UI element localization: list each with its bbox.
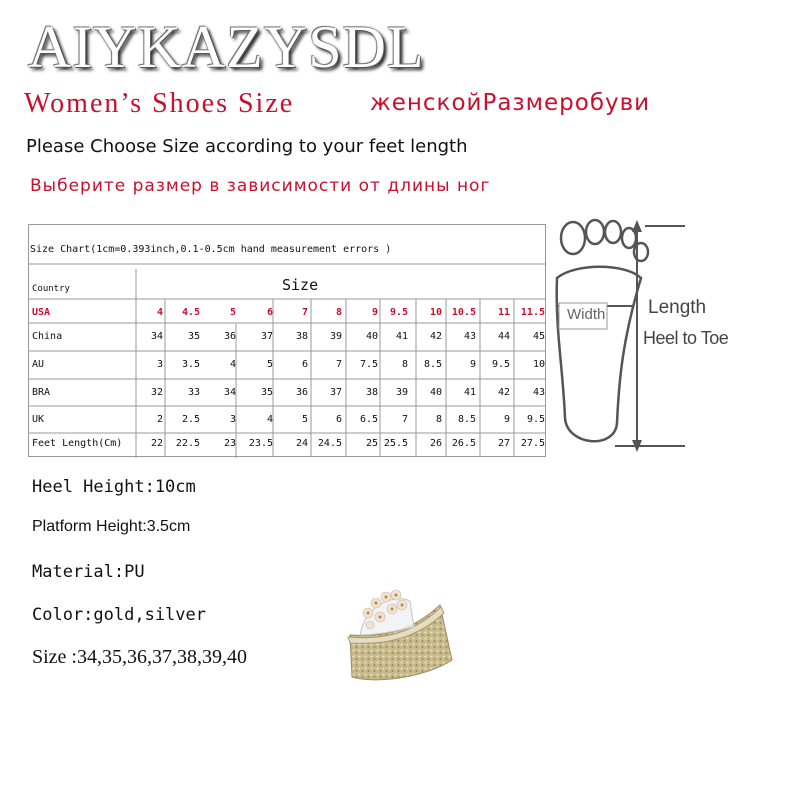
size-cell: 44	[497, 331, 510, 342]
size-cell: 6.5	[359, 414, 378, 425]
size-cell: 7.5	[359, 359, 378, 370]
size-cell: 3	[156, 359, 163, 370]
size-cell: 8.5	[457, 414, 476, 425]
size-cell: 32	[150, 387, 163, 398]
wedge-sandal-image	[340, 565, 460, 705]
brand-logo: AIYKAZYSDL	[28, 14, 425, 80]
size-cell: 23	[223, 438, 236, 449]
size-cell: 37	[260, 331, 273, 342]
size-cell: 7	[335, 359, 342, 370]
row-label: China	[32, 331, 63, 342]
size-cell: 34	[150, 331, 163, 342]
row-label: UK	[32, 414, 45, 425]
country-header: Country	[32, 284, 70, 294]
size-cell: 40	[429, 387, 442, 398]
size-cell: 27.5	[520, 438, 545, 449]
size-cell: 10	[532, 359, 545, 370]
size-cell: 8	[335, 307, 342, 318]
size-cell: 9.5	[526, 414, 545, 425]
width-label: Width	[567, 306, 606, 323]
size-cell: 25.5	[383, 438, 408, 449]
size-cell: 38	[365, 387, 378, 398]
material-text: Material:PU	[32, 562, 145, 582]
size-cell: 43	[463, 331, 476, 342]
row-label: USA	[32, 307, 51, 318]
heel-height-text: Heel Height:10cm	[32, 477, 196, 497]
size-cell: 27	[497, 438, 510, 449]
size-cell: 4	[229, 359, 236, 370]
platform-height-text: Platform Height:3.5cm	[32, 518, 191, 535]
row-label: BRA	[32, 387, 51, 398]
size-cell: 10	[429, 307, 442, 318]
size-cell: 2	[156, 414, 163, 425]
size-cell: 6	[266, 307, 273, 318]
size-cell: 45	[532, 331, 545, 342]
size-cell: 42	[429, 331, 442, 342]
size-cell: 4	[266, 414, 273, 425]
size-cell: 2.5	[181, 414, 200, 425]
size-cell: 35	[260, 387, 273, 398]
size-cell: 41	[463, 387, 476, 398]
size-cell: 36	[223, 331, 236, 342]
title-russian: женскойРазмеробуви	[370, 90, 651, 116]
size-cell: 11.5	[520, 307, 545, 318]
size-cell: 5	[266, 359, 273, 370]
size-cell: 33	[187, 387, 200, 398]
size-cell: 4.5	[181, 307, 200, 318]
size-cell: 8	[435, 414, 442, 425]
row-label: AU	[32, 359, 45, 370]
size-cell: 26.5	[451, 438, 476, 449]
size-cell: 22.5	[175, 438, 200, 449]
size-cell: 24.5	[317, 438, 342, 449]
size-cell: 25	[365, 438, 378, 449]
size-cell: 9	[503, 414, 510, 425]
length-label: Length	[648, 297, 707, 318]
size-cell: 38	[295, 331, 308, 342]
size-cell: 9	[469, 359, 476, 370]
size-range-text: Size :34,35,36,37,38,39,40	[32, 646, 247, 668]
size-cell: 41	[395, 331, 408, 342]
size-cell: 10.5	[451, 307, 476, 318]
size-cell: 6	[301, 359, 308, 370]
table-caption: Size Chart(1cm=0.393inch,0.1-0.5cm hand measurement errors )	[30, 244, 392, 255]
title-english: Women’s Shoes Size	[24, 88, 295, 119]
size-cell: 9.5	[389, 307, 408, 318]
size-cell: 26	[429, 438, 442, 449]
heel-to-toe-label: Heel to Toe	[643, 328, 729, 348]
size-cell: 7	[401, 414, 408, 425]
instruction-english: Please Choose Size according to your feet length	[26, 136, 468, 157]
size-cell: 3	[229, 414, 236, 425]
size-cell: 9	[371, 307, 378, 318]
size-cell: 37	[329, 387, 342, 398]
size-cell: 43	[532, 387, 545, 398]
instruction-russian: Выберите размер в зависимости от длины ног	[30, 176, 491, 196]
size-cell: 24	[295, 438, 308, 449]
size-cell: 5	[301, 414, 308, 425]
size-cell: 36	[295, 387, 308, 398]
size-cell: 39	[395, 387, 408, 398]
size-cell: 35	[187, 331, 200, 342]
size-cell: 11	[497, 307, 510, 318]
size-cell: 9.5	[491, 359, 510, 370]
size-cell: 5	[229, 307, 236, 318]
size-cell: 4	[156, 307, 163, 318]
size-cell: 7	[301, 307, 308, 318]
size-cell: 6	[335, 414, 342, 425]
size-header: Size	[282, 276, 319, 294]
size-cell: 23.5	[248, 438, 273, 449]
size-cell: 40	[365, 331, 378, 342]
color-text: Color:gold,silver	[32, 605, 206, 625]
size-cell: 39	[329, 331, 342, 342]
size-cell: 34	[223, 387, 236, 398]
size-cell: 8	[401, 359, 408, 370]
size-cell: 3.5	[181, 359, 200, 370]
row-label: Feet Length(Cm)	[32, 438, 123, 449]
size-cell: 42	[497, 387, 510, 398]
size-cell: 8.5	[423, 359, 442, 370]
size-cell: 22	[150, 438, 163, 449]
